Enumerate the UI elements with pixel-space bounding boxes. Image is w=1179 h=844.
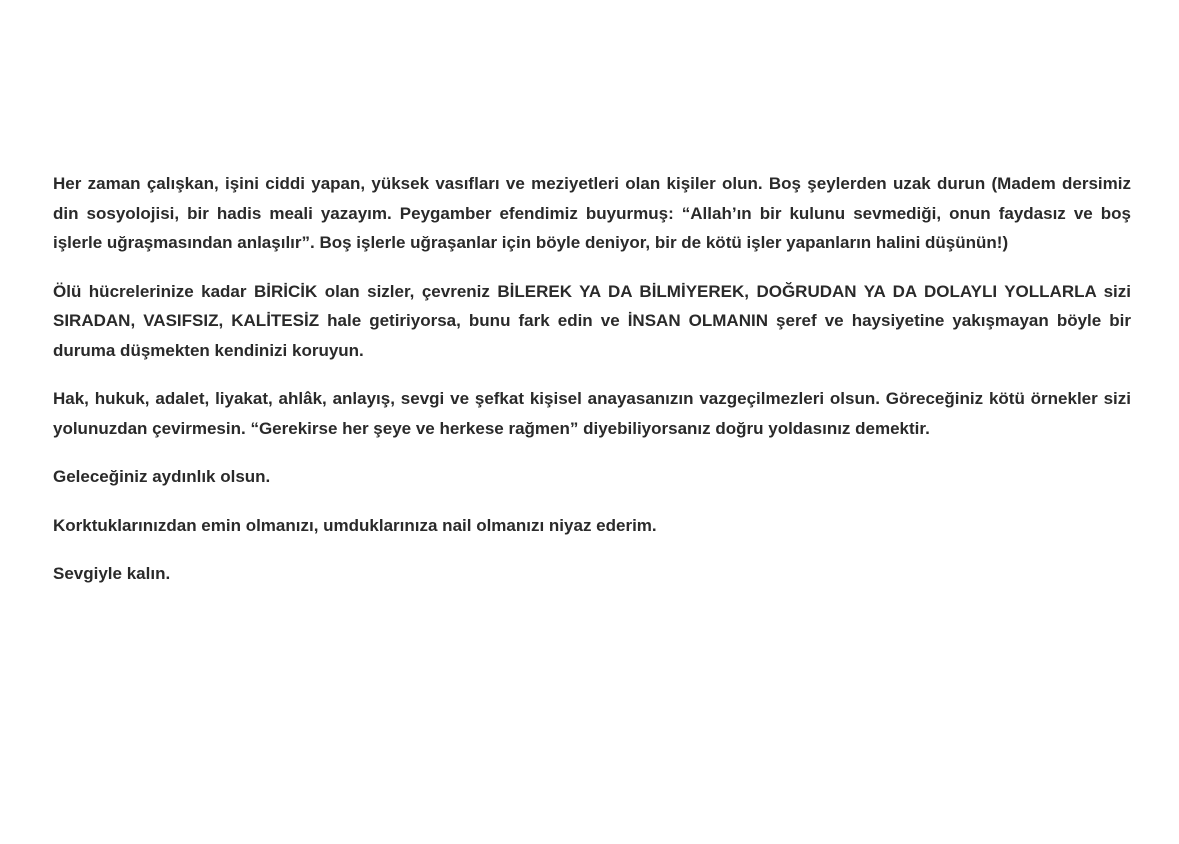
paragraph-5: Korktuklarınızdan emin olmanızı, umduklarınıza nail olmanızı niyaz ederim. bbox=[53, 515, 657, 535]
paragraph-2: Ölü hücrelerinize kadar BİRİCİK olan sizler, çevreniz BİLEREK YA DA BİLMİYEREK, DOĞRUDAN YA DA DOLAYLI YOLLARLA sizi SIRADAN, VASIFSIZ, KALİTESİZ hale getiriyorsa, bunu fark edin ve İNSAN OLMANIN şeref ve haysiyetine yakışmayan böyle bir duruma düşmekten kendinizi koruyun. bbox=[53, 281, 1131, 360]
paragraph-3: Hak, hukuk, adalet, liyakat, ahlâk, anlayış, sevgi ve şefkat kişisel anayasanızın vazgeçilmezleri olsun. Göreceğiniz kötü örnekler sizi yolunuzdan çevirmesin. “Gerekirse her şeye ve herkese rağmen” diyebiliyorsanız doğru yoldasınız demektir. bbox=[53, 389, 1131, 438]
document-body bbox=[53, 169, 1131, 589]
paragraph-1: Her zaman çalışkan, işini ciddi yapan, yüksek vasıfları ve meziyetleri olan kişiler olun. Boş şeylerden uzak durun (Madem dersimiz din sosyolojisi, bir hadis meali yazayım. Peygamber efendimiz buyurmuş: “Allah’ın bir kulunu sevmediği, onun faydasız ve boş işlerle uğraşmasından anlaşılır”. Boş işlerle uğraşanlar için böyle deniyor, bir de kötü işler yapanların halini düşünün!) bbox=[53, 174, 1131, 252]
paragraph-4: Geleceğiniz aydınlık olsun. bbox=[53, 467, 271, 486]
paragraph-6: Sevgiyle kalın. bbox=[53, 564, 171, 583]
